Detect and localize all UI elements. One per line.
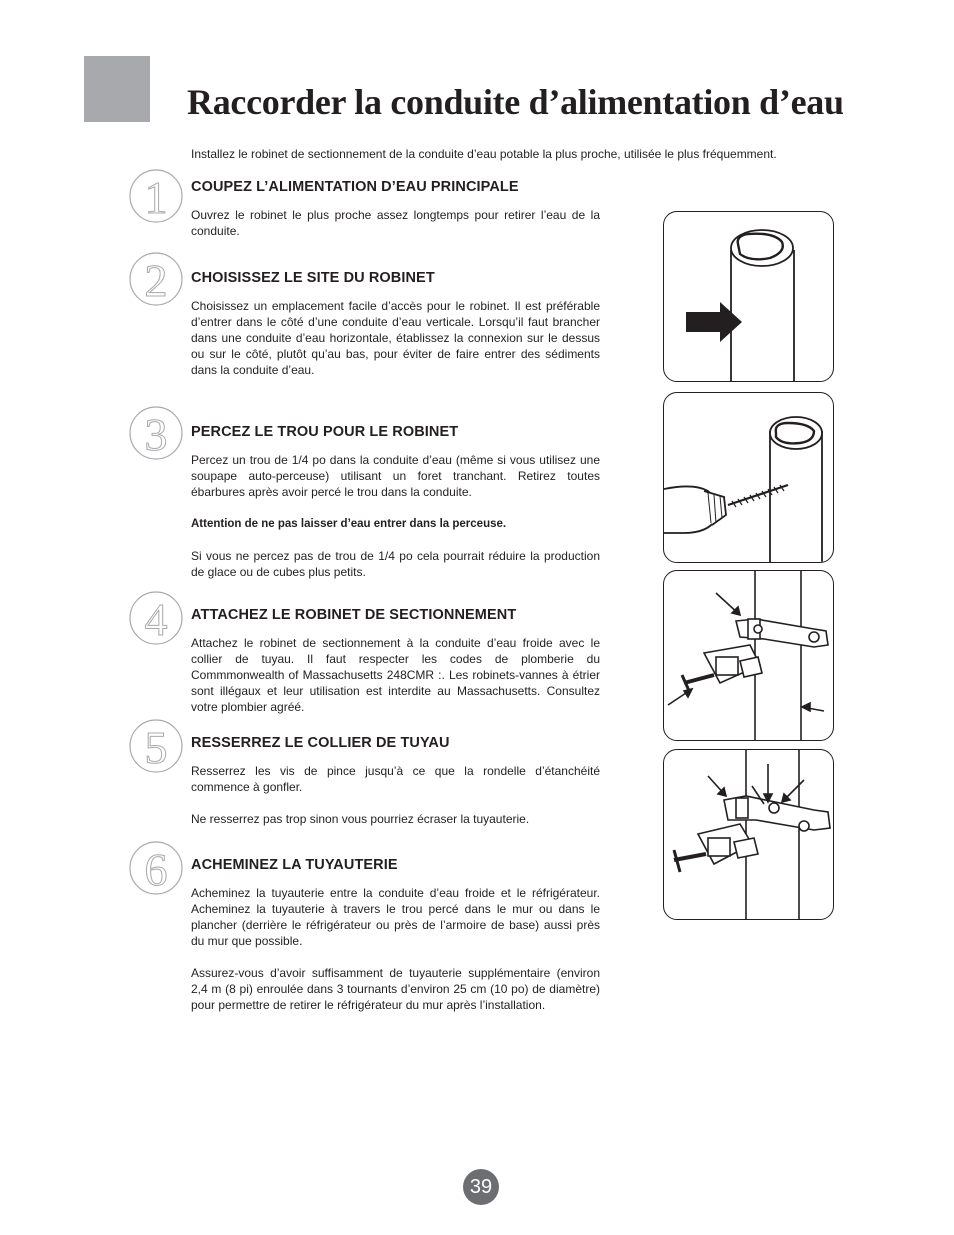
- pipe-side-arrow-illustration: [663, 211, 834, 382]
- page-number-badge: 39: [463, 1169, 499, 1205]
- step-6: [191, 856, 600, 1013]
- step-text: Ouvrez le robinet le plus proche assez longtemps pour retirer l’eau de la conduite.: [191, 208, 600, 238]
- step-text: Resserrez les vis de pince jusqu’à ce que la rondelle d’étanchéité commence à gonfler.: [191, 764, 600, 794]
- svg-text:1: 1: [144, 172, 168, 223]
- step-text: Assurez-vous d’avoir suffisamment de tuyauterie supplémentaire (environ 2,4 m (8 pi) enroulée dans 3 tournants d’environ 25 cm (10 po) de diamètre) pour permettre de retirer le réfrigérateur du mur après l’installation.: [191, 966, 600, 1012]
- step-5: [191, 734, 600, 827]
- step-heading: CHOISISSEZ LE SITE DU ROBINET: [191, 270, 435, 286]
- intro-text: Installez le robinet de sectionnement de la conduite d’eau potable la plus proche, utilisée le plus fréquemment.: [191, 147, 777, 161]
- step-number-1: [128, 168, 184, 224]
- svg-text:2: 2: [144, 255, 168, 306]
- step-text: Choisissez un emplacement facile d’accès pour le robinet. Il est préférable d’entrer dans le côté d’une conduite d’eau verticale. Lorsqu’il faut brancher dans une conduite d’eau horizontale, établissez la connexion sur le dessus ou sur le côté, plutôt qu’au bas, pour éviter de faire entrer des sédiments dans la conduite d’eau.: [191, 299, 600, 377]
- step-number-3: [128, 405, 184, 461]
- step-heading: RESSERREZ LE COLLIER DE TUYAU: [191, 735, 450, 751]
- page-title: Raccorder la conduite d’alimentation d’eau: [187, 82, 844, 122]
- step-number-6: [128, 840, 184, 896]
- step-heading: ACHEMINEZ LA TUYAUTERIE: [191, 857, 398, 873]
- step-text: Attachez le robinet de sectionnement à la conduite d’eau froide avec le collier de tuyau. Il faut respecter les codes de plomberie du Commmonwealth of Massachusetts 248CMR :. Les robinets-vannes à étrier sont illégaux et leur utilisation est interdite au Massachusetts. Consultez votre plombier agréé.: [191, 636, 600, 714]
- step-heading: ATTACHEZ LE ROBINET DE SECTIONNEMENT: [191, 607, 517, 623]
- step-text: Acheminez la tuyauterie entre la conduite d’eau froide et le réfrigérateur. Acheminez la tuyauterie à travers le trou percé dans le mur ou dans le plancher (derrière le réfrigérateur ou près de l’armoire de base) aussi près du mur que possible.: [191, 886, 600, 948]
- step-heading: COUPEZ L’ALIMENTATION D’EAU PRINCIPALE: [191, 179, 519, 195]
- svg-text:4: 4: [144, 594, 168, 645]
- step-number-5: [128, 718, 184, 774]
- step-number-2: [128, 251, 184, 307]
- svg-text:5: 5: [144, 722, 168, 773]
- step-heading: PERCEZ LE TROU POUR LE ROBINET: [191, 424, 459, 440]
- step-text: Ne resserrez pas trop sinon vous pourriez écraser la tuyauterie.: [191, 812, 530, 826]
- svg-text:6: 6: [144, 844, 168, 895]
- step-2: [191, 269, 600, 378]
- step-number-4: [128, 590, 184, 646]
- header-gray-block: [84, 56, 150, 122]
- clamp-tighten-illustration: [663, 749, 834, 920]
- step-warning: Attention de ne pas laisser d’eau entrer dans la perceuse.: [191, 518, 507, 530]
- svg-text:3: 3: [144, 409, 168, 460]
- drill-pipe-illustration: [663, 392, 834, 563]
- step-4: [191, 606, 600, 715]
- clamp-attach-illustration: [663, 570, 834, 741]
- step-text: Percez un trou de 1/4 po dans la conduite d’eau (même si vous utilisez une soupape auto-perceuse) utilisant un foret tranchant. Retirez toutes ébarbures après avoir percé le trou dans la conduite.: [191, 453, 600, 499]
- step-1: [191, 178, 600, 239]
- step-3: [191, 423, 600, 580]
- step-text: Si vous ne percez pas de trou de 1/4 po cela pourrait réduire la production de glace ou de cubes plus petits.: [191, 549, 600, 579]
